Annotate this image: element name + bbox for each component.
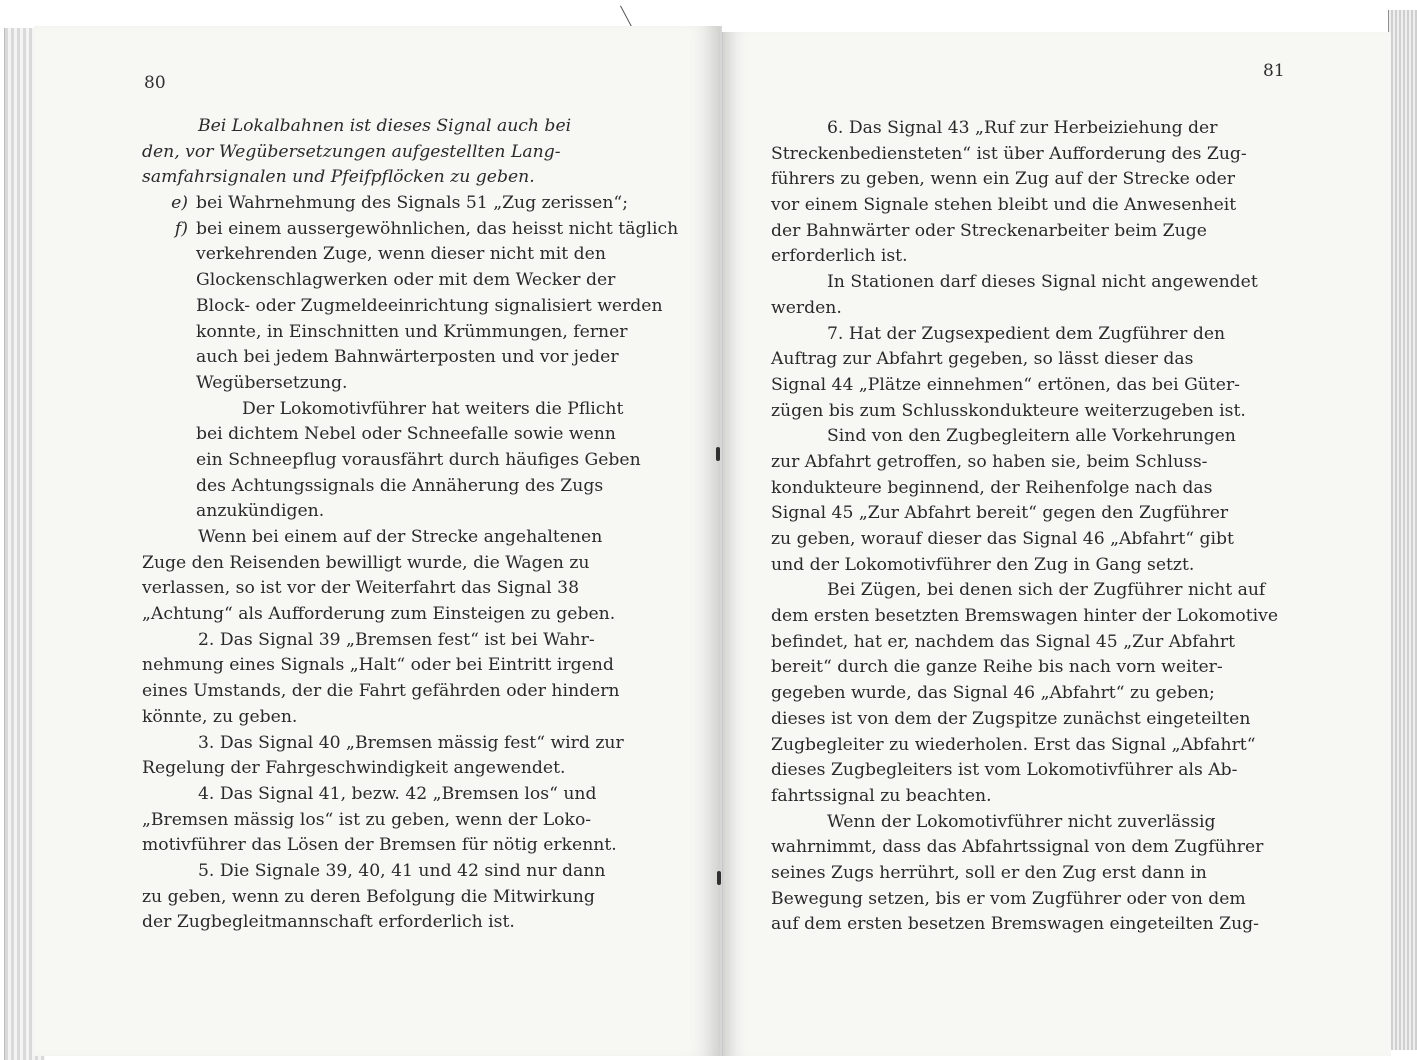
text-line: dieses Zugbegleiters ist vom Lokomotivführer als Ab- — [771, 760, 1238, 781]
text-line: auch bei jedem Bahnwärterposten und vor jeder — [196, 347, 619, 368]
paragraph-stationen — [771, 270, 1288, 321]
text-line: 5. Die Signale 39, 40, 41 und 42 sind nur dann — [198, 860, 606, 881]
text-line: eines Umstands, der die Fahrt gefährden oder hindern — [142, 681, 620, 702]
paragraph-abfahrtssignal — [771, 810, 1288, 938]
text-line: erforderlich ist. — [771, 246, 908, 267]
text-line: Der Lokomotivführer hat weiters die Pflicht — [242, 398, 624, 419]
paragraph-angehaltener-zug — [142, 525, 667, 628]
text-line: In Stationen darf dieses Signal nicht angewendet — [827, 272, 1258, 293]
text-line: verlassen, so ist vor der Weiterfahrt das Signal 38 — [142, 578, 580, 599]
text-line: zu geben, wenn zu deren Befolgung die Mitwirkung — [142, 886, 595, 907]
paragraph-signal-45-46 — [771, 424, 1288, 578]
text-line: seines Zugs herrührt, soll er den Zug erst dann in — [771, 862, 1207, 883]
right-page-text — [771, 116, 1288, 938]
text-line: dieses ist von dem der Zugspitze zunächst eingeteilten — [771, 708, 1251, 729]
list-item-e — [142, 191, 667, 217]
list-marker-e: e) — [171, 193, 188, 214]
text-line: Wenn der Lokomotivführer nicht zuverlässig — [827, 811, 1216, 832]
text-line: kondukteure beginnend, der Reihenfolge nach das — [771, 477, 1213, 498]
right-page-number: 81 — [1263, 61, 1285, 81]
paragraph-signal-43 — [771, 116, 1288, 270]
text-line: samfahrsignalen und Pfeifpflöcken zu geben. — [142, 167, 535, 188]
text-line: befindet, hat er, nachdem das Signal 45 „Zur Abfahrt — [771, 631, 1236, 652]
text-line: vor einem Signale stehen bleibt und die Anwesenheit — [771, 195, 1237, 216]
paragraph-bremswagen — [771, 578, 1288, 809]
text-line: anzukündigen. — [196, 501, 325, 522]
text-line: Bei Zügen, bei denen sich der Zugführer nicht auf — [827, 580, 1266, 601]
text-line: verkehrenden Zuge, wenn dieser nicht mit den — [196, 244, 606, 265]
paragraph-signale-39-42 — [142, 859, 667, 936]
text-line: den, vor Wegübersetzungen aufgestellten Lang- — [142, 141, 561, 162]
left-page-number: 80 — [144, 73, 166, 93]
text-line: 7. Hat der Zugsexpedient dem Zugführer den — [827, 323, 1226, 344]
text-line: Streckenbediensteten“ ist über Aufforderung des Zug- — [771, 143, 1247, 164]
text-line: Zuge den Reisenden bewilligt wurde, die Wagen zu — [142, 552, 590, 573]
text-line: Auftrag zur Abfahrt gegeben, so lässt dieser das — [771, 349, 1194, 370]
text-line: könnte, zu geben. — [142, 706, 298, 727]
paragraph-signal-40 — [142, 731, 667, 782]
right-page — [722, 32, 1391, 1056]
text-line: bei dichtem Nebel oder Schneefalle sowie wenn — [196, 424, 616, 445]
text-line: nehmung eines Signals „Halt“ oder bei Eintritt irgend — [142, 655, 614, 676]
text-line: 2. Das Signal 39 „Bremsen fest“ ist bei Wahr- — [198, 629, 595, 650]
binding-stitch — [717, 871, 721, 885]
text-line: Zugbegleiter zu wiederholen. Erst das Signal „Abfahrt“ — [771, 734, 1256, 755]
text-line: bereit“ durch die ganze Reihe bis nach vorn weiter- — [771, 657, 1223, 678]
text-line: zu geben, worauf dieser das Signal 46 „Abfahrt“ gibt — [771, 529, 1234, 549]
paragraph-lokomotivfuehrer-pflicht — [142, 397, 667, 525]
text-line: Block- oder Zugmeldeeinrichtung signalisiert werden — [196, 295, 663, 316]
paragraph-signal-44 — [771, 322, 1288, 425]
lokalbahnen-note — [142, 114, 667, 191]
text-line: dem ersten besetzten Bremswagen hinter der Lokomotive — [771, 606, 1278, 627]
left-page — [34, 26, 722, 1056]
text-line: und der Lokomotivführer den Zug in Gang setzt. — [771, 554, 1195, 575]
text-line: wahrnimmt, dass das Abfahrtssignal von dem Zugführer — [771, 837, 1264, 858]
text-line: „Achtung“ als Aufforderung zum Einsteigen zu geben. — [142, 604, 616, 625]
paragraph-signal-39 — [142, 628, 667, 731]
text-line: Regelung der Fahrgeschwindigkeit angewendet. — [142, 758, 566, 779]
text-line: Wegübersetzung. — [196, 372, 348, 393]
text-line: der Bahnwärter oder Streckenarbeiter beim Zuge — [771, 220, 1207, 241]
text-line: Sind von den Zugbegleitern alle Vorkehrungen — [827, 426, 1236, 447]
text-line: bei einem aussergewöhnlichen, das heisst nicht täglich — [196, 218, 679, 239]
text-line: 4. Das Signal 41, bezw. 42 „Bremsen los“ und — [198, 783, 597, 804]
text-line: zur Abfahrt getroffen, so haben sie, beim Schluss- — [771, 451, 1208, 472]
text-line: bei Wahrnehmung des Signals 51 „Zug zerissen“; — [196, 193, 628, 214]
right-page-edge — [1388, 10, 1417, 1050]
text-line: der Zugbegleitmannschaft erforderlich ist. — [142, 912, 515, 933]
text-line: führers zu geben, wenn ein Zug auf der Strecke oder — [771, 169, 1235, 190]
text-line: Bei Lokalbahnen ist dieses Signal auch bei — [198, 116, 572, 136]
left-page-text — [142, 114, 679, 936]
text-line: konnte, in Einschnitten und Krümmungen, ferner — [196, 321, 628, 342]
text-line: werden. — [771, 297, 842, 318]
text-line: Signal 45 „Zur Abfahrt bereit“ gegen den Zugführer — [771, 503, 1229, 524]
list-marker-f: f) — [174, 218, 188, 239]
list-item-f — [142, 217, 679, 397]
text-line: auf dem ersten besetzen Bremswagen eingeteilten Zug- — [771, 914, 1259, 935]
text-line: 3. Das Signal 40 „Bremsen mässig fest“ wird zur — [198, 732, 624, 753]
text-line: „Bremsen mässig los“ ist zu geben, wenn der Loko- — [142, 809, 592, 830]
text-line: ein Schneepflug vorausfährt durch häufiges Geben — [196, 449, 641, 470]
text-line: Signal 44 „Plätze einnehmen“ ertönen, das bei Güter- — [771, 374, 1240, 395]
text-line: 6. Das Signal 43 „Ruf zur Herbeiziehung der — [827, 118, 1218, 138]
text-line: fahrtssignal zu beachten. — [771, 785, 992, 806]
text-line: motivführer das Lösen der Bremsen für nötig erkennt. — [142, 835, 617, 856]
text-line: gegeben wurde, das Signal 46 „Abfahrt“ zu geben; — [771, 683, 1215, 704]
binding-stitch — [716, 447, 720, 461]
paragraph-signal-41-42 — [142, 782, 667, 859]
text-line: des Achtungssignals die Annäherung des Zugs — [196, 475, 604, 496]
text-line: zügen bis zum Schlusskondukteure weiterzugeben ist. — [771, 400, 1246, 421]
text-line: Bewegung setzen, bis er vom Zugführer oder von dem — [771, 888, 1246, 909]
text-line: Glockenschlagwerken oder mit dem Wecker der — [196, 270, 616, 291]
text-line: Wenn bei einem auf der Strecke angehaltenen — [198, 527, 603, 547]
